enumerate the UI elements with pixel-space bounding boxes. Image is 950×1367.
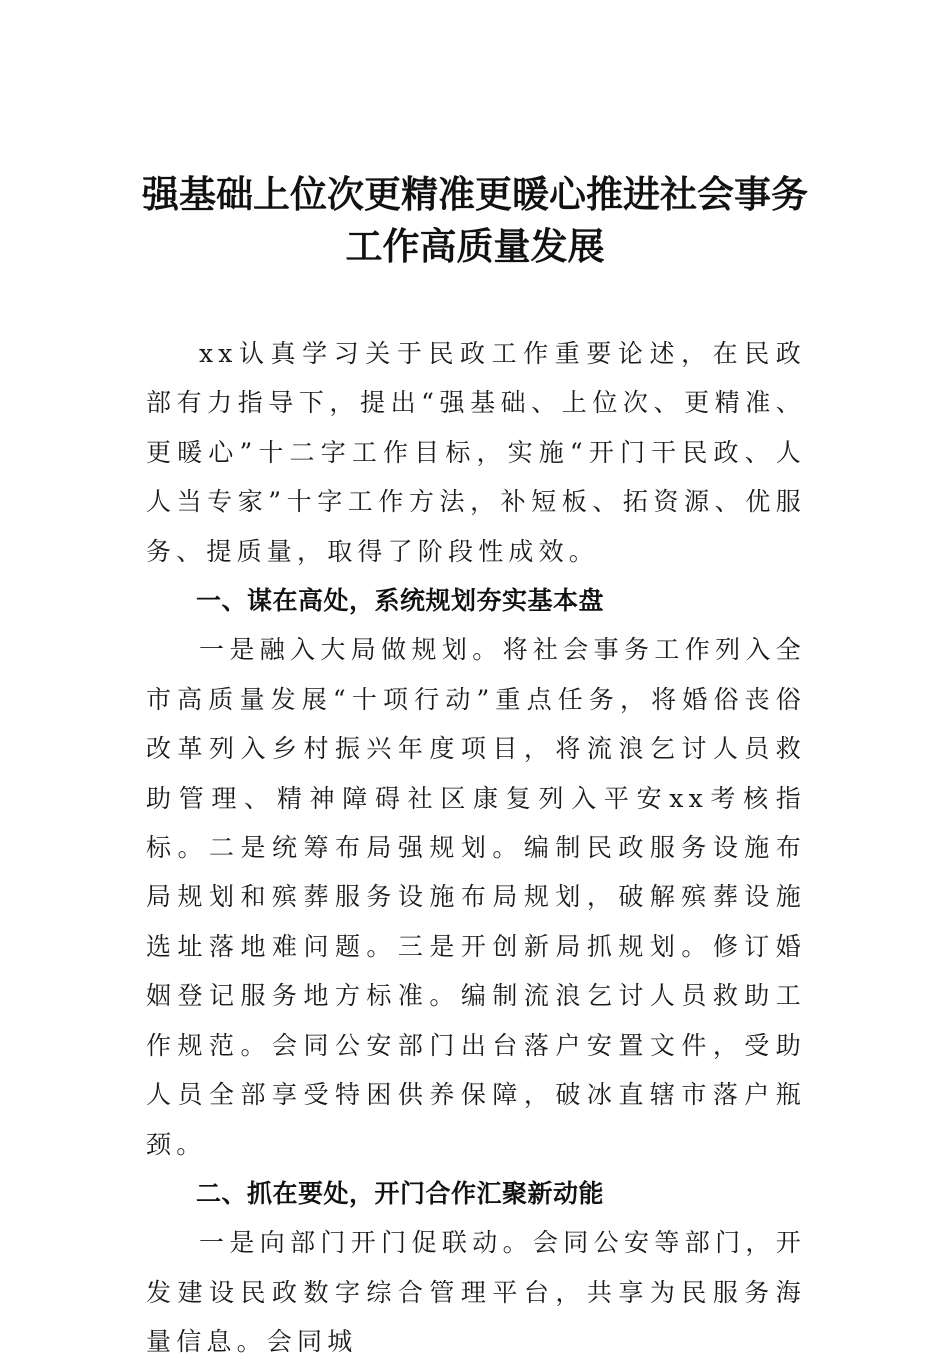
title-line-1: 强基础上位次更精准更暖心推进社会事务: [142, 172, 808, 216]
section-2-heading: 二、抓在要处，开门合作汇聚新动能: [196, 1178, 605, 1208]
title-line-2: 工作高质量发展: [345, 224, 605, 268]
section-2-paragraph: 一是向部门开门促联动。会同公安等部门，开发建设民政数字综合管理平台，共享为民服务海量信息。会同城: [146, 1228, 806, 1357]
section-1-paragraph: 一是融入大局做规划。将社会事务工作列入全市高质量发展“十项行动”重点任务，将婚俗丧俗改革列入乡村振兴年度项目，将流浪乞讨人员救助管理、精神障碍社区康复列入平安xx考核指标。二是统筹布局强规划。编制民政服务设施布局规划和殡葬服务设施布局规划，破解殡葬设施选址落地难问题。三是开创新局抓规划。修订婚姻登记服务地方标准。编制流浪乞讨人员救助工作规范。会同公安部门出台落户安置文件，受助人员全部享受特困供养保障，破冰直辖市落户瓶颈。: [146, 635, 806, 1159]
intro-paragraph: xx认真学习关于民政工作重要论述，在民政部有力指导下，提出“强基础、上位次、更精准、更暖心”十二字工作目标，实施“开门干民政、人人当专家”十字工作方法，补短板、拓资源、优服务、提质量，取得了阶段性成效。: [146, 339, 806, 566]
document-body: [146, 329, 806, 1367]
section-1-heading: 一、谋在高处，系统规划夯实基本盘: [196, 586, 605, 616]
document-title: [100, 168, 850, 272]
